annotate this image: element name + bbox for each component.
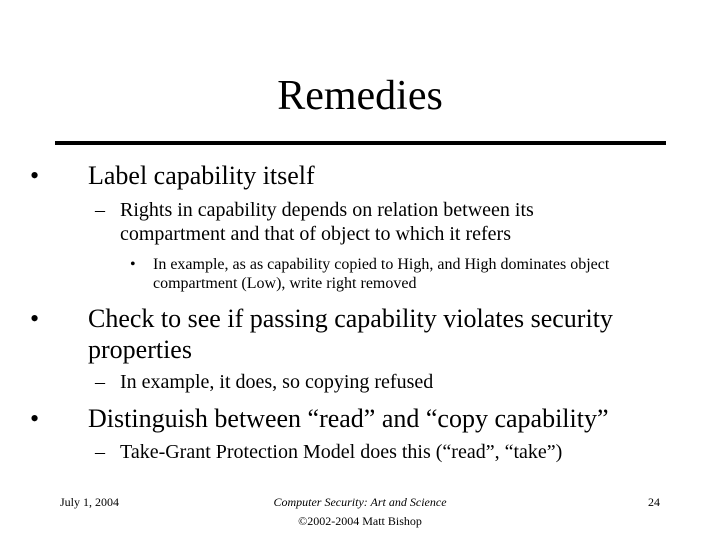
page-number: 24 [648, 495, 660, 509]
sub-bullet-3: – Take-Grant Protection Model does this (“read”, “take”) [95, 441, 563, 463]
bullet-icon: • [130, 256, 136, 273]
dash-icon: – [95, 441, 105, 463]
footer-center [210, 493, 510, 531]
footer-copyright: ©2002-2004 Matt Bishop [298, 514, 422, 528]
bullet-2: • Check to see if passing capability violates security properties [30, 304, 613, 364]
sub-bullet-2: – In example, it does, so copying refused [95, 371, 434, 393]
slide-title: Remedies [277, 73, 443, 119]
dash-icon: – [95, 371, 105, 393]
bullet-3: • Distinguish between “read” and “copy capability” [30, 404, 609, 433]
title-divider [55, 141, 666, 145]
sub-sub-bullet-1: • In example, as as capability copied to High, and High dominates object compartment (Low), write right removed [130, 256, 610, 292]
dash-icon: – [95, 199, 105, 221]
footer-course: Computer Security: Art and Science [273, 495, 447, 509]
bullet-icon: • [30, 161, 40, 190]
bullet-1: • Label capability itself [30, 161, 315, 190]
footer-date: July 1, 2004 [60, 495, 120, 509]
bullet-icon: • [30, 404, 40, 433]
sub-bullet-1: – Rights in capability depends on relation between its compartment and that of object to which it refers [95, 199, 534, 245]
bullet-icon: • [30, 304, 40, 333]
